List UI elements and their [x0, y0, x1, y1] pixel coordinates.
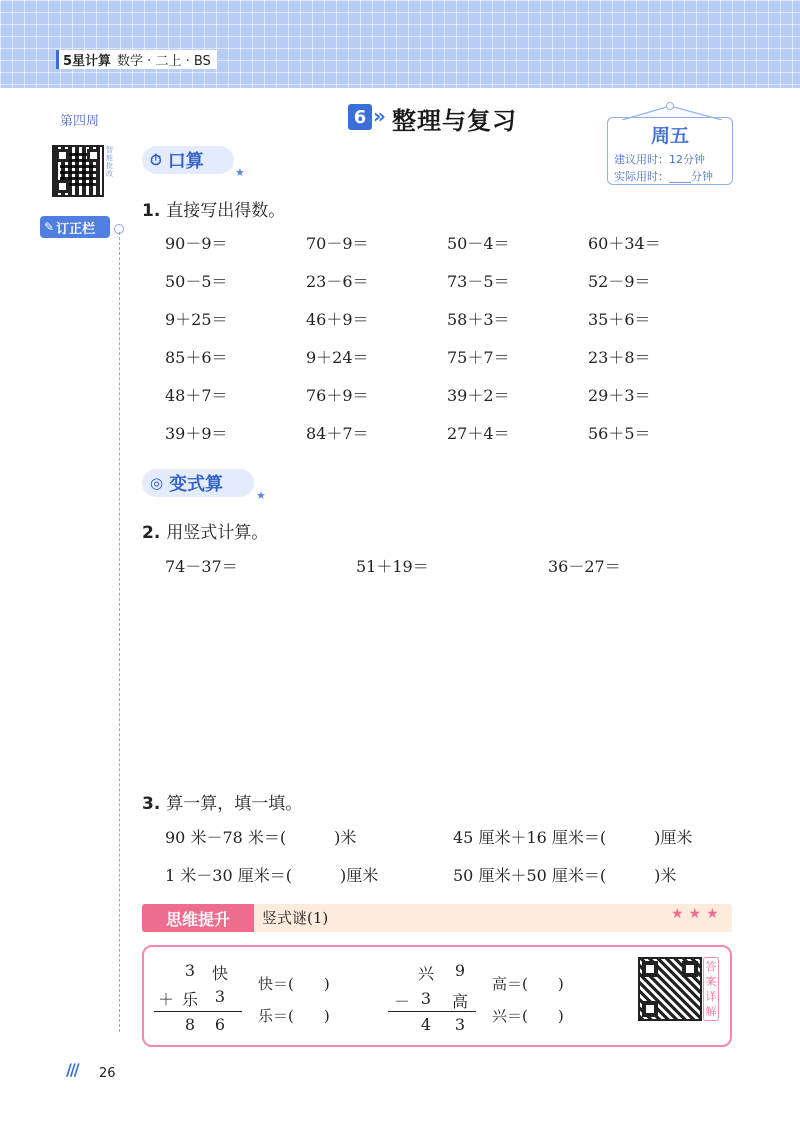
q1-number: 1. — [142, 201, 161, 221]
week-label: 第四周 — [60, 114, 100, 129]
equation: 58＋3＝ — [447, 310, 510, 329]
thinking-tag: 思维提升 — [142, 904, 254, 932]
equation: 50－5＝ — [165, 272, 228, 291]
thinking-topic: 竖式谜(1) — [262, 909, 329, 927]
book-info: 数学 · 二上 · BS — [115, 50, 217, 69]
equation: 29＋3＝ — [588, 386, 651, 405]
section-variant — [142, 469, 254, 497]
correction-label: 订正栏 — [56, 221, 96, 237]
star-icon: ★ — [235, 166, 245, 179]
equation: 60＋34＝ — [588, 234, 661, 253]
equation: 39＋9＝ — [165, 424, 228, 443]
puzzle-digit: 高 — [451, 992, 468, 1011]
fill-row: 50 厘米＋50 厘米＝( )米 — [453, 866, 677, 885]
equation: 23－6＝ — [306, 272, 369, 291]
fill-row: 1 米－30 厘米＝( )厘米 — [165, 866, 379, 885]
book-tag — [56, 48, 217, 70]
equation: 70－9＝ — [306, 234, 369, 253]
book-name: 5星计算 — [56, 50, 115, 69]
fill-row: 45 厘米＋16 厘米＝( )厘米 — [453, 828, 693, 847]
equation: 52－9＝ — [588, 272, 651, 291]
equation: 48＋7＝ — [165, 386, 228, 405]
pencil-icon: ✎ — [44, 220, 55, 234]
chevron-right-icon: » — [373, 104, 386, 128]
puzzle-answer[interactable]: 快＝( ) — [258, 975, 330, 993]
margin-divider — [119, 232, 120, 1032]
puzzle-digit: 兴 — [417, 964, 434, 983]
puzzle-operator: － — [393, 992, 410, 1011]
puzzle-line — [154, 1011, 242, 1012]
q3-text: 算一算，填一填。 — [166, 794, 303, 814]
puzzle-answer[interactable]: 乐＝( ) — [258, 1007, 330, 1025]
answer-qr-code-icon[interactable] — [638, 957, 702, 1021]
q1-heading — [142, 196, 285, 221]
puzzle-operator: ＋ — [157, 990, 174, 1009]
fill-row: 90 米－78 米＝( )米 — [165, 828, 357, 847]
books-icon: /// — [66, 1060, 78, 1079]
equation: 9＋24＝ — [306, 348, 369, 367]
q1-equation-grid — [165, 232, 725, 446]
puzzle-answer[interactable]: 高＝( ) — [492, 975, 564, 993]
equation: 74－37＝ — [165, 557, 238, 576]
equation: 73－5＝ — [447, 272, 510, 291]
puzzle-digit: 3 — [214, 987, 226, 1006]
actual-time: 实际用时：____分钟 — [614, 170, 713, 183]
equation: 23＋8＝ — [588, 348, 651, 367]
equation: 35＋6＝ — [588, 310, 651, 329]
puzzle-digit: 9 — [454, 961, 466, 980]
puzzle-digit: 8 — [184, 1015, 196, 1034]
puzzle-digit: 乐 — [181, 990, 198, 1009]
stopwatch-icon: ⏱ — [150, 151, 162, 169]
q3-heading — [142, 789, 302, 814]
day-title: 周五 — [650, 125, 689, 147]
equation: 76＋9＝ — [306, 386, 369, 405]
puzzle-digit: 3 — [454, 1015, 466, 1034]
header-band — [0, 0, 800, 88]
page-title: 整理与复习 — [392, 107, 517, 135]
equation: 75＋7＝ — [447, 348, 510, 367]
q2-number: 2. — [142, 523, 161, 543]
puzzle-digit: 快 — [211, 964, 228, 983]
puzzle-digit: 6 — [214, 1015, 226, 1034]
section-oral-label: 口算 — [167, 151, 204, 172]
difficulty-stars: ★★★ — [671, 906, 724, 922]
page-number: 26 — [99, 1066, 116, 1081]
equation: 84＋7＝ — [306, 424, 369, 443]
equation: 39＋2＝ — [447, 386, 510, 405]
day-card — [607, 117, 733, 185]
equation: 46＋9＝ — [306, 310, 369, 329]
equation: 90－9＝ — [165, 234, 228, 253]
q1-text: 直接写出得数。 — [166, 201, 286, 221]
puzzle-digit: 4 — [420, 1015, 432, 1034]
q2-text: 用竖式计算。 — [166, 523, 269, 543]
qr-code-icon[interactable] — [52, 145, 104, 197]
equation: 51＋19＝ — [356, 557, 429, 576]
star-icon: ★ — [256, 489, 266, 502]
correction-tag — [40, 216, 110, 238]
equation: 9＋25＝ — [165, 310, 228, 329]
puzzle-digit: 3 — [184, 961, 196, 980]
pin-icon — [666, 102, 674, 110]
section-oral — [142, 146, 234, 174]
equation: 85＋6＝ — [165, 348, 228, 367]
qr-caption: 智能批改 — [106, 146, 113, 178]
equation: 50－4＝ — [447, 234, 510, 253]
q2-heading — [142, 518, 268, 543]
equation: 56＋5＝ — [588, 424, 651, 443]
equation: 36－27＝ — [548, 557, 621, 576]
puzzle-digit: 3 — [420, 989, 432, 1008]
lesson-number: 6 — [348, 104, 372, 130]
target-icon: ◎ — [150, 474, 164, 492]
answer-detail-label: 答案详解 — [703, 957, 719, 1021]
q3-number: 3. — [142, 794, 161, 814]
puzzle-line — [388, 1011, 476, 1012]
puzzle-answer[interactable]: 兴＝( ) — [492, 1007, 564, 1025]
suggested-time: 建议用时：12分钟 — [614, 153, 705, 166]
equation: 27＋4＝ — [447, 424, 510, 443]
section-variant-label: 变式算 — [169, 474, 224, 495]
